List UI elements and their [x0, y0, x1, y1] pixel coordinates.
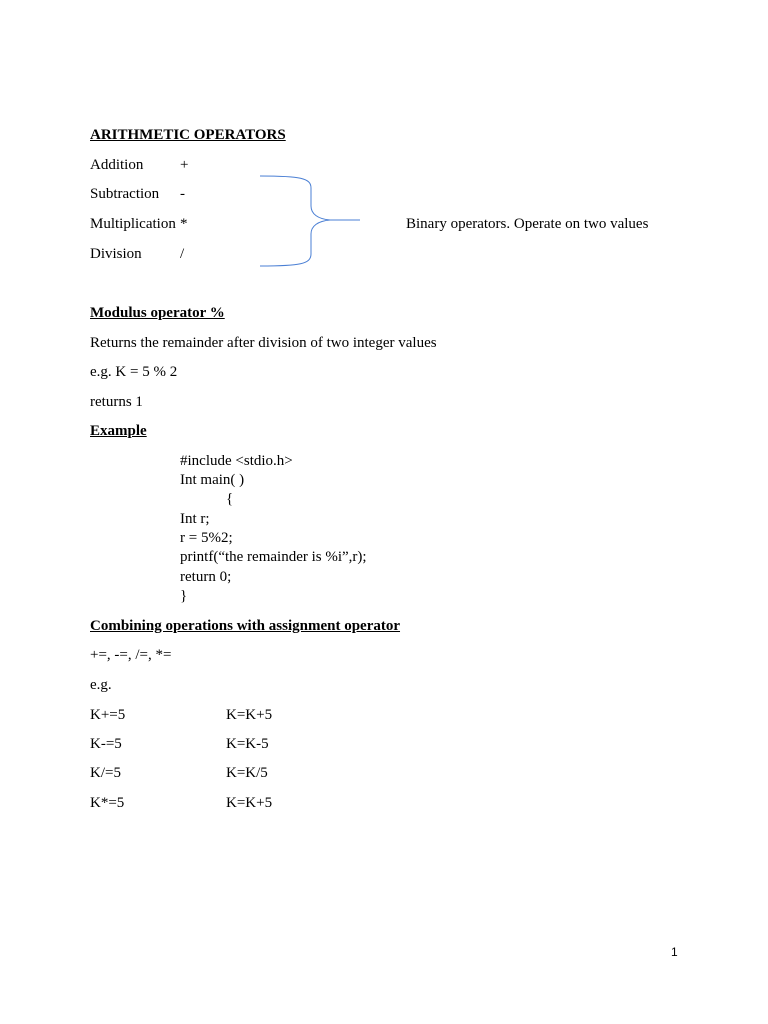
code-line: r = 5%2;	[180, 530, 233, 546]
page-number: 1	[671, 945, 678, 959]
arithmetic-heading: ARITHMETIC OPERATORS	[90, 127, 286, 143]
brace-icon	[0, 0, 768, 300]
combining-short-form: K+=5	[90, 707, 126, 723]
modulus-result-line: returns 1	[90, 394, 143, 410]
combining-short-form: K-=5	[90, 736, 122, 752]
code-line: Int r;	[180, 511, 210, 527]
modulus-description: Returns the remainder after division of two integer values	[90, 335, 437, 351]
combining-expanded-form: K=K-5	[226, 736, 269, 752]
operator-name-multiplication: Multiplication	[90, 216, 176, 232]
combining-eg-label: e.g.	[90, 677, 112, 693]
combining-heading: Combining operations with assignment operator	[90, 618, 401, 634]
operator-name-addition: Addition	[90, 157, 144, 173]
combining-expanded-form: K=K/5	[226, 765, 268, 781]
combining-expanded-form: K=K+5	[226, 707, 273, 723]
operator-symbol-subtraction: -	[180, 186, 185, 202]
operator-name-division: Division	[90, 246, 142, 262]
combining-operators-line: +=, -=, /=, *=	[90, 647, 172, 663]
operator-symbol-division: /	[180, 246, 185, 262]
code-line: return 0;	[180, 569, 232, 585]
code-line: Int main( )	[180, 472, 245, 488]
combining-short-form: K*=5	[90, 795, 125, 811]
example-heading: Example	[90, 423, 147, 439]
binary-operators-note: Binary operators. Operate on two values	[406, 216, 649, 232]
modulus-heading: Modulus operator %	[90, 305, 225, 321]
code-line: #include <stdio.h>	[180, 453, 293, 469]
operator-symbol-addition: +	[180, 157, 189, 173]
combining-short-form: K/=5	[90, 765, 121, 781]
modulus-example-line: e.g. K = 5 % 2	[90, 364, 178, 380]
operator-symbol-multiplication: *	[180, 216, 188, 232]
code-line: printf(“the remainder is %i”,r);	[180, 549, 367, 565]
combining-expanded-form: K=K+5	[226, 795, 273, 811]
code-line: {	[226, 491, 234, 507]
operator-name-subtraction: Subtraction	[90, 186, 160, 202]
code-line: }	[180, 588, 188, 604]
